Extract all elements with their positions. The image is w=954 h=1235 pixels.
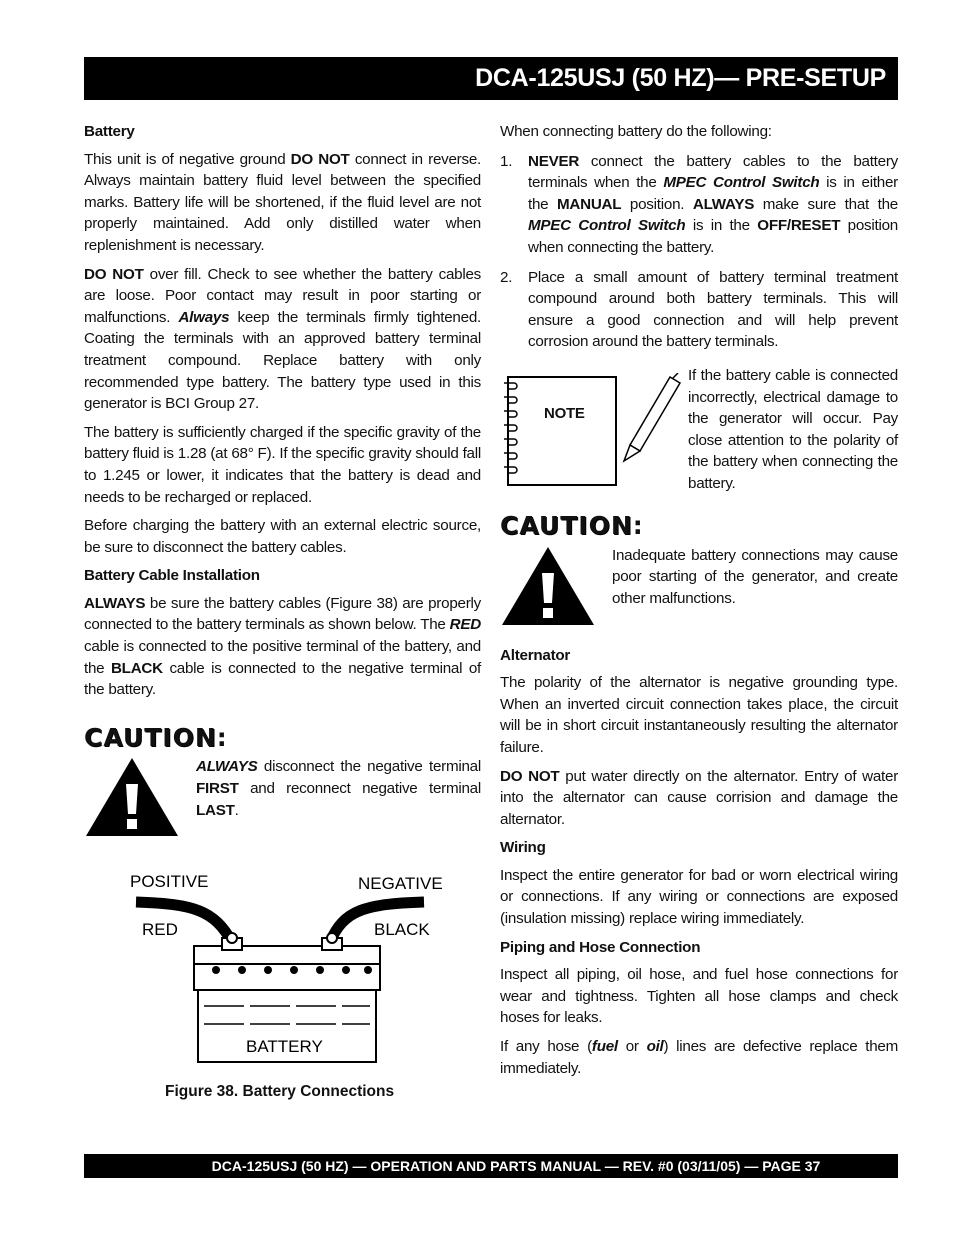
page-header-bar (84, 57, 898, 100)
note-block (500, 367, 898, 507)
positive-label: POSITIVE (130, 872, 209, 891)
piping-paragraph-1: Inspect all piping, oil hose, and fuel hose connections for wear and tightness. Tighten all hose clamps and check hoses for leaks. (500, 966, 898, 1027)
caution-heading-right: CAUTION: (500, 510, 644, 540)
negative-label: NEGATIVE (358, 874, 443, 893)
black-label: BLACK (374, 920, 430, 939)
caution-heading-left: CAUTION: (84, 722, 228, 752)
piping-heading: Piping and Hose Connection (500, 938, 701, 956)
note-label: NOTE (544, 404, 585, 422)
caution-text-right: Inadequate battery connections may cause poor starting of the generator, and create other malfunctions. (612, 546, 898, 607)
red-label: RED (142, 920, 178, 939)
page-title: DCA-125USJ (50 HZ)— PRE-SETUP (475, 64, 886, 92)
battery-label: BATTERY (246, 1037, 323, 1056)
warning-triangle-icon (84, 756, 180, 838)
warning-triangle-icon (500, 545, 596, 627)
cable-installation-paragraph: ALWAYS be sure the battery cables (Figure 38) are properly connected to the battery terminals as shown below. The RED cable is connected to the positive terminal of the battery, and the BLACK cable is connected to the negative terminal of the battery. (84, 594, 481, 699)
battery-heading: Battery (84, 123, 135, 140)
alternator-paragraph-1: The polarity of the alternator is negative grounding type. When an inverted circuit connection takes place, the circuit will be in short circuit instantaneously resulting the alternator failure. (500, 674, 898, 756)
battery-connections-figure (124, 866, 454, 1071)
connecting-intro: When connecting battery do the following: (500, 123, 772, 140)
figure-caption: Figure 38. Battery Connections (165, 1083, 395, 1100)
wiring-heading: Wiring (500, 839, 546, 857)
cable-installation-heading: Battery Cable Installation (84, 567, 260, 585)
alternator-paragraph-2: DO NOT put water directly on the alternator. Entry of water into the alternator can cause corrision and damage the alternator. (500, 767, 898, 828)
right-column (500, 121, 898, 1086)
list-item: 2. Place a small amount of battery terminal treatment compound around both battery terminals. This will ensure a good connection and will help prevent corrosion around the battery terminals. (500, 268, 898, 351)
wiring-paragraph: Inspect the entire generator for bad or worn electrical wiring or connections. If any wiring or connections are exposed (insulation missing) replace wiring immediately. (500, 866, 898, 928)
battery-paragraph-3: The battery is sufficiently charged if the specific gravity of the battery fluid is 1.28 (at 68° F). If the specific gravity should fall to 1.245 or lower, it indicates that the battery is dead and needs to be recharged or replaced. (84, 423, 481, 506)
caution-text-left: ALWAYS disconnect the negative terminal FIRST and reconnect negative terminal LAST. (196, 758, 481, 819)
notepad-pencil-icon (502, 373, 682, 493)
piping-paragraph-2: If any hose (fuel or oil) lines are defective replace them immediately. (500, 1038, 898, 1077)
footer-text: DCA-125USJ (50 HZ) — OPERATION AND PARTS MANUAL — REV. #0 (03/11/05) — PAGE 37 (211, 1158, 821, 1174)
caution-block-left (84, 756, 481, 840)
battery-paragraph-1: This unit is of negative ground DO NOT connect in reverse. Always maintain battery fluid level between the specified marks. Battery life will be shortened, if the fluid level are not properly maintained. Add only distilled water when replenishment is necessary. (84, 150, 481, 254)
battery-paragraph-4: Before charging the battery with an external electric source, be sure to disconnect the battery cables. (84, 517, 481, 556)
note-text: If the battery cable is connected incorrectly, electrical damage to the generator will occur. Pay close attention to the polarity of the battery when connecting the battery. (688, 366, 898, 492)
left-column (84, 121, 481, 840)
alternator-heading: Alternator (500, 646, 571, 664)
connecting-steps (500, 151, 898, 353)
caution-block-right (500, 545, 898, 629)
page-footer-bar (84, 1154, 898, 1178)
battery-paragraph-2: DO NOT over fill. Check to see whether the battery cables are loose. Poor contact may result in poor starting or malfunctions. Always keep the terminals firmly tightened. Coating the terminals with an approved battery terminal treatment compound. Replace battery with only recommended type battery. The battery type used in this generator is BCI Group 27. (84, 265, 481, 413)
list-item: 1. NEVER connect the battery cables to the battery terminals when the MPEC Control Switch is in either the MANUAL position. ALWAYS make sure that the MPEC Control Switch is in the OFF/RESET position when connecting the battery. (500, 152, 899, 256)
